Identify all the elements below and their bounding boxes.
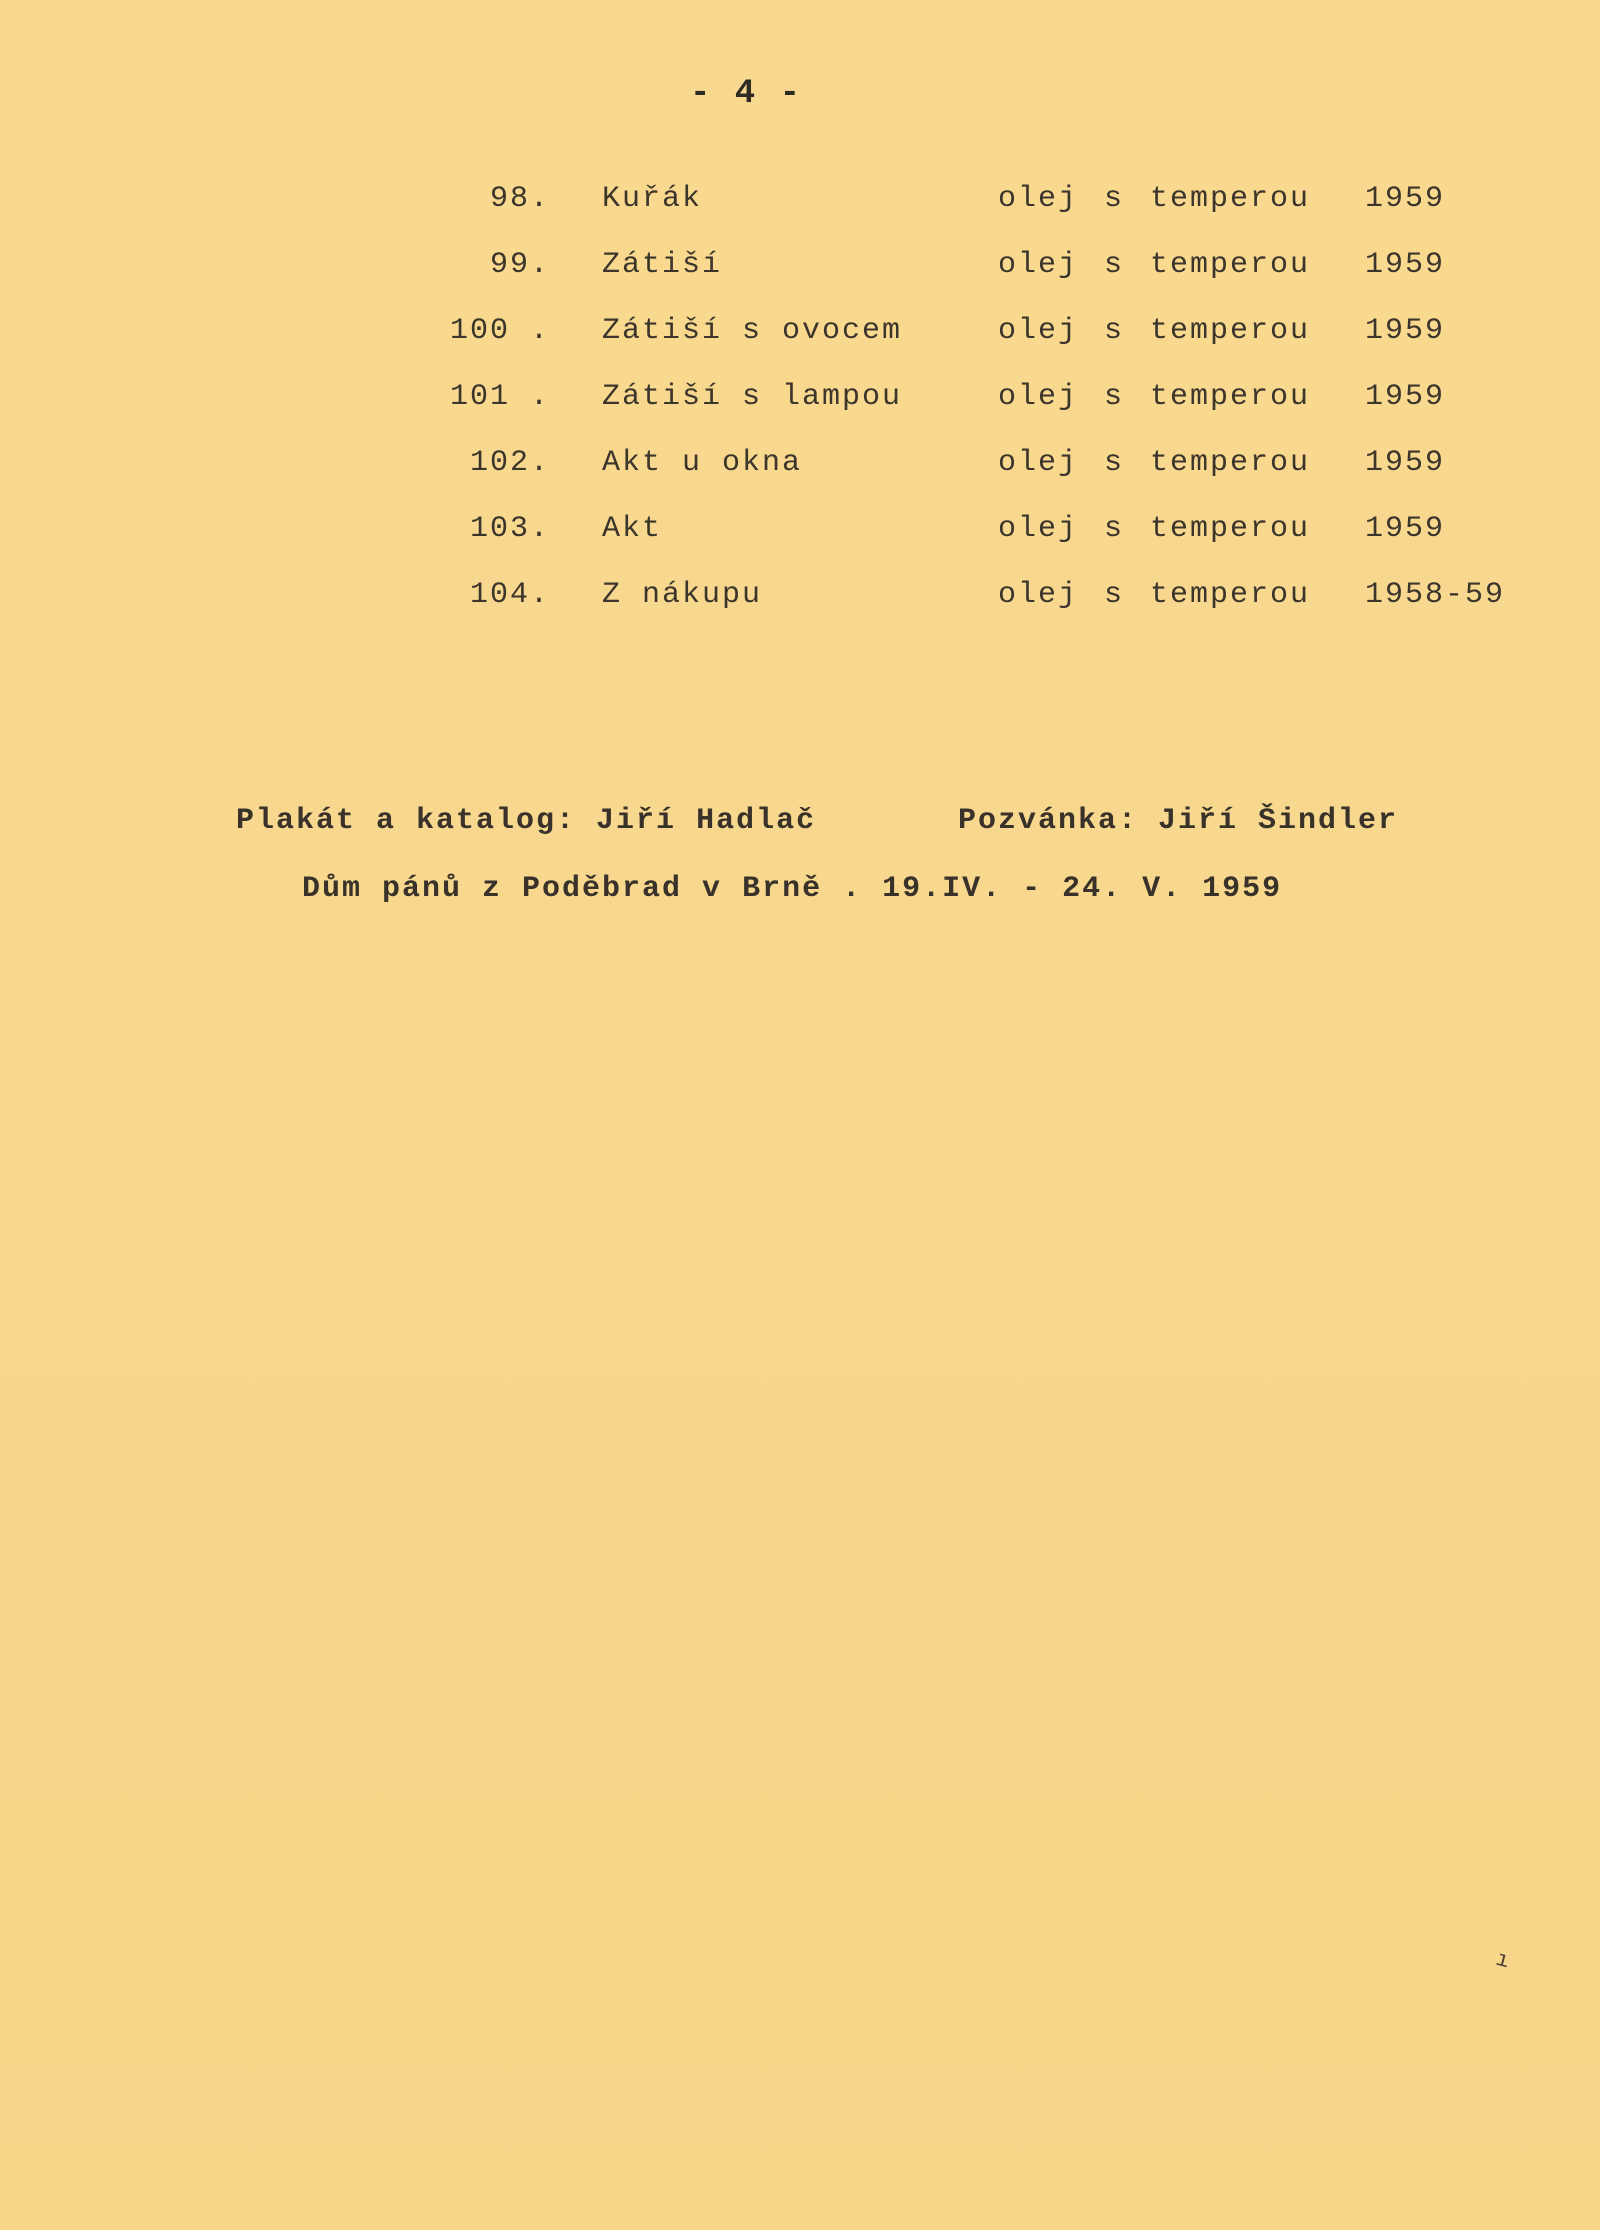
entry-number: 102. [469, 446, 550, 480]
entry-number: 100 . [449, 314, 550, 348]
pencil-mark-icon: ı [1492, 1946, 1513, 1975]
entry-number: 101 . [449, 380, 550, 414]
entry-year: 1959 [1365, 314, 1446, 348]
entry-medium: olej s temperou [998, 380, 1311, 414]
entry-title: Z nákupu [602, 578, 763, 612]
artwork-list [0, 172, 1600, 634]
list-item [0, 238, 1600, 304]
list-item [0, 436, 1600, 502]
entry-title: Zátiší s lampou [602, 380, 903, 414]
list-item [0, 172, 1600, 238]
poster-catalog-credit: Plakát a katalog: Jiří Hadlač [236, 804, 817, 838]
entry-year: 1958-59 [1365, 578, 1506, 612]
entry-number: 104. [469, 578, 550, 612]
venue-dates: Dům pánů z Poděbrad v Brně . 19.IV. - 24. V. 1959 [302, 872, 1283, 906]
invitation-credit: Pozvánka: Jiří Šindler [958, 804, 1399, 838]
entry-medium: olej s temperou [998, 512, 1311, 546]
entry-medium: olej s temperou [998, 578, 1311, 612]
list-item [0, 370, 1600, 436]
entry-title: Akt [602, 512, 663, 546]
entry-medium: olej s temperou [998, 446, 1311, 480]
entry-year: 1959 [1365, 380, 1446, 414]
list-item [0, 502, 1600, 568]
page-number: - 4 - [690, 75, 803, 113]
entry-number: 99. [489, 248, 550, 282]
entry-title: Akt u okna [602, 446, 803, 480]
list-item [0, 568, 1600, 634]
entry-number: 98. [489, 182, 550, 216]
entry-title: Zátiší s ovocem [602, 314, 903, 348]
entry-year: 1959 [1365, 182, 1446, 216]
entry-year: 1959 [1365, 446, 1446, 480]
entry-medium: olej s temperou [998, 182, 1311, 216]
entry-year: 1959 [1365, 512, 1446, 546]
entry-title: Kuřák [602, 182, 703, 216]
list-item [0, 304, 1600, 370]
entry-title: Zátiší [602, 248, 723, 282]
entry-medium: olej s temperou [998, 248, 1311, 282]
entry-medium: olej s temperou [998, 314, 1311, 348]
entry-number: 103. [469, 512, 550, 546]
entry-year: 1959 [1365, 248, 1446, 282]
